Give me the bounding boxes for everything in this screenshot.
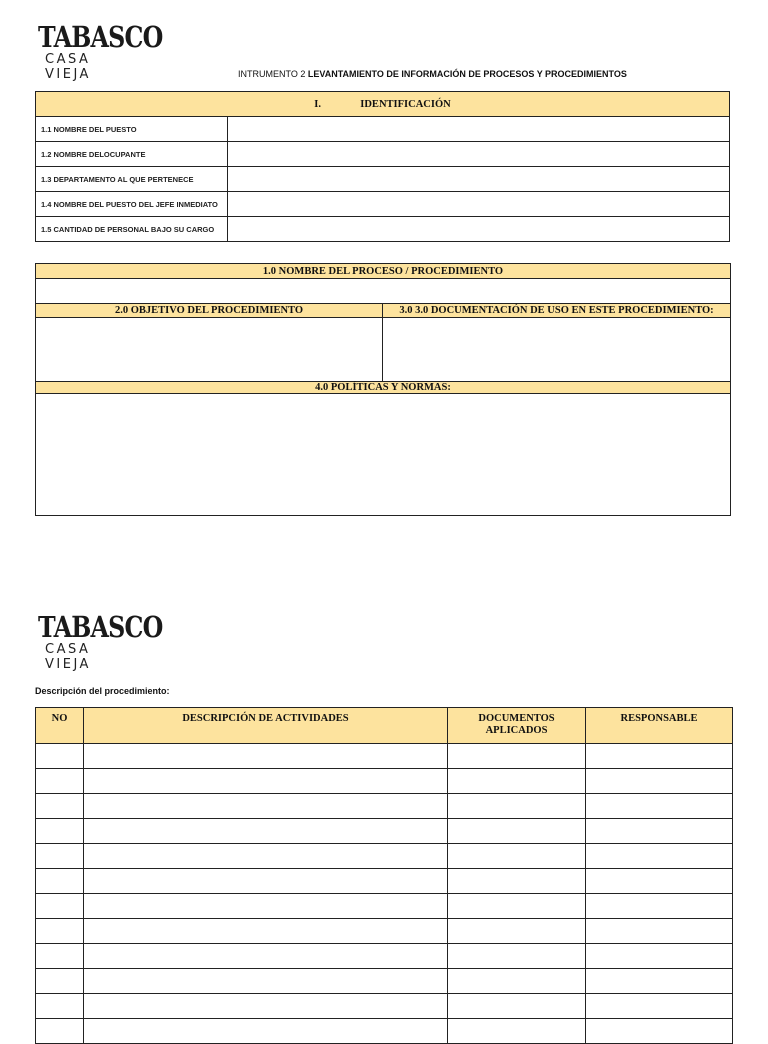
cell[interactable]	[586, 819, 733, 844]
cell[interactable]	[36, 994, 84, 1019]
cell[interactable]	[448, 744, 586, 769]
identification-header	[36, 92, 730, 117]
cell[interactable]	[84, 794, 448, 819]
field-input-jefe[interactable]	[228, 192, 730, 217]
cell[interactable]	[586, 794, 733, 819]
cell[interactable]	[36, 1019, 84, 1044]
cell[interactable]	[448, 944, 586, 969]
cell[interactable]	[448, 844, 586, 869]
objective-header: 2.0 OBJETIVO DEL PROCEDIMIENTO	[36, 304, 383, 318]
field-input-personal[interactable]	[228, 217, 730, 242]
cell[interactable]	[84, 944, 448, 969]
policies-header: 4.0 POLÍTICAS Y NORMAS:	[36, 382, 731, 394]
table-row	[36, 969, 733, 994]
col-documents-line2: APLICADOS	[485, 725, 548, 736]
table-row	[36, 744, 733, 769]
cell[interactable]	[36, 769, 84, 794]
cell[interactable]	[84, 769, 448, 794]
field-input-departamento[interactable]	[228, 167, 730, 192]
cell[interactable]	[586, 1019, 733, 1044]
page-title	[238, 69, 627, 79]
cell[interactable]	[586, 769, 733, 794]
cell[interactable]	[586, 894, 733, 919]
col-documents-header	[448, 708, 586, 744]
col-description-header: DESCRIPCIÓN DE ACTIVIDADES	[84, 708, 448, 744]
cell[interactable]	[448, 969, 586, 994]
table-row	[36, 894, 733, 919]
table-row	[36, 1019, 733, 1044]
cell[interactable]	[36, 944, 84, 969]
documentation-header: 3.0 3.0 DOCUMENTACIÓN DE USO EN ESTE PROCEDIMIENTO:	[383, 304, 731, 318]
logo-subtitle: CASA VIEJA	[45, 642, 91, 672]
cell[interactable]	[586, 944, 733, 969]
cell[interactable]	[84, 819, 448, 844]
table-row	[36, 794, 733, 819]
identification-number: I.	[314, 98, 322, 110]
cell[interactable]	[448, 794, 586, 819]
process-name-field[interactable]	[36, 279, 731, 304]
cell[interactable]	[84, 919, 448, 944]
cell[interactable]	[448, 769, 586, 794]
cell[interactable]	[36, 819, 84, 844]
identification-table	[35, 91, 730, 242]
company-logo-secondary	[38, 610, 163, 672]
cell[interactable]	[84, 894, 448, 919]
cell[interactable]	[448, 919, 586, 944]
table-row	[36, 919, 733, 944]
cell[interactable]	[586, 969, 733, 994]
field-label: 1.1 NOMBRE DEL PUESTO	[36, 117, 228, 142]
objective-field[interactable]	[36, 318, 383, 382]
cell[interactable]	[36, 794, 84, 819]
col-documents-line1: DOCUMENTOS	[478, 713, 555, 724]
company-logo	[38, 20, 163, 82]
cell[interactable]	[448, 819, 586, 844]
field-label: 1.3 DEPARTAMENTO AL QUE PERTENECE	[36, 167, 228, 192]
cell[interactable]	[36, 844, 84, 869]
cell[interactable]	[586, 869, 733, 894]
cell[interactable]	[84, 969, 448, 994]
documentation-field[interactable]	[383, 318, 731, 382]
logo-brand: TABASCO	[38, 610, 163, 644]
cell[interactable]	[84, 844, 448, 869]
table-row	[36, 869, 733, 894]
logo-brand: TABASCO	[38, 20, 163, 54]
cell[interactable]	[586, 744, 733, 769]
cell[interactable]	[448, 869, 586, 894]
policies-field[interactable]	[36, 394, 731, 516]
cell[interactable]	[586, 844, 733, 869]
table-row	[36, 769, 733, 794]
field-label: 1.2 NOMBRE DELOCUPANTE	[36, 142, 228, 167]
cell[interactable]	[448, 1019, 586, 1044]
table-row	[36, 944, 733, 969]
field-label: 1.4 NOMBRE DEL PUESTO DEL JEFE INMEDIATO	[36, 192, 228, 217]
cell[interactable]	[84, 869, 448, 894]
table-row	[36, 994, 733, 1019]
cell[interactable]	[84, 744, 448, 769]
col-responsible-header: RESPONSABLE	[586, 708, 733, 744]
field-input-ocupante[interactable]	[228, 142, 730, 167]
table-row	[36, 819, 733, 844]
cell[interactable]	[36, 969, 84, 994]
field-label: 1.5 CANTIDAD DE PERSONAL BAJO SU CARGO	[36, 217, 228, 242]
col-no-header: NO	[36, 708, 84, 744]
cell[interactable]	[84, 1019, 448, 1044]
cell[interactable]	[36, 919, 84, 944]
activities-table	[35, 707, 733, 1044]
process-name-header: 1.0 NOMBRE DEL PROCESO / PROCEDIMIENTO	[36, 264, 731, 279]
cell[interactable]	[84, 994, 448, 1019]
cell[interactable]	[586, 994, 733, 1019]
cell[interactable]	[36, 894, 84, 919]
field-input-puesto[interactable]	[228, 117, 730, 142]
identification-heading: IDENTIFICACIÓN	[360, 98, 451, 110]
process-table	[35, 263, 731, 516]
description-label: Descripción del procedimiento:	[35, 686, 170, 696]
cell[interactable]	[586, 919, 733, 944]
title-prefix: INTRUMENTO 2	[238, 69, 306, 79]
cell[interactable]	[36, 869, 84, 894]
table-row	[36, 844, 733, 869]
logo-subtitle: CASA VIEJA	[45, 52, 91, 82]
cell[interactable]	[448, 994, 586, 1019]
cell[interactable]	[36, 744, 84, 769]
cell[interactable]	[448, 894, 586, 919]
title-text: LEVANTAMIENTO DE INFORMACIÓN DE PROCESOS Y PROCEDIMIENTOS	[307, 69, 627, 79]
